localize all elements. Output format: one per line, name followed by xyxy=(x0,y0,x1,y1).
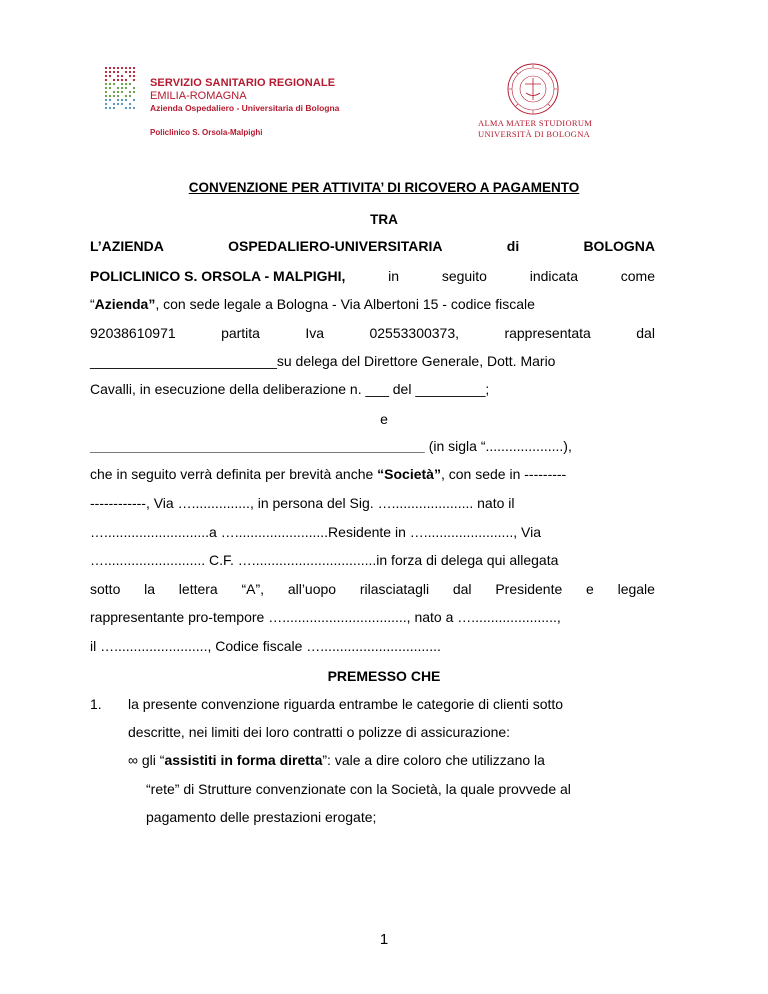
ssr-azienda: Azienda Ospedaliero - Universitaria di Bologna xyxy=(150,103,340,113)
text-line: “Azienda”, con sede legale a Bologna - Via Albertoni 15 - codice fiscale xyxy=(90,296,535,312)
bullet-icon: ∞ xyxy=(128,752,138,768)
ssr-logo xyxy=(104,66,364,146)
conjunction: e xyxy=(380,411,388,427)
text-line: descritte, nei limiti dei loro contratti o polizze di assicurazione: xyxy=(128,724,511,740)
text-line: rappresentante pro-tempore …................................, nato a …......................, xyxy=(90,609,561,625)
text-line: ….......................... C.F. …................................in forza di delega qui allegata xyxy=(90,552,559,568)
text-line: 92038610971 partita Iva 02553300373, rappresentata dal xyxy=(90,325,655,341)
page-number: 1 xyxy=(379,931,389,948)
text-line: Cavalli, in esecuzione della deliberazione n. ___ del _________; xyxy=(90,381,490,397)
text-line: …...........................a …........................Residente in …......................., Via xyxy=(90,524,541,540)
ssr-policlinico: Policlinico S. Orsola-Malpighi xyxy=(150,128,263,137)
university-logo xyxy=(478,58,593,148)
dot-grid-icon xyxy=(104,66,140,110)
text-line: ___________________________________________ (in sigla “....................), xyxy=(90,438,572,454)
ssr-region: EMILIA-ROMAGNA xyxy=(150,90,247,102)
text-line: sotto la lettera “A”, all’uopo rilasciatagli dal Presidente e legale xyxy=(90,581,655,597)
list-number: 1. xyxy=(90,696,102,712)
text-line: che in seguito verrà definita per brevità anche “Società”, con sede in --------- xyxy=(90,466,567,482)
list-item: ∞ gli “assistiti in forma diretta”: vale a dire coloro che utilizzano la xyxy=(128,752,545,768)
text-line: ------------, Via …..............., in persona del Sig. …..................... nato il xyxy=(90,495,515,511)
document-title: CONVENZIONE PER ATTIVITA’ DI RICOVERO A PAGAMENTO xyxy=(188,180,580,195)
text-line: pagamento delle prestazioni erogate; xyxy=(146,809,377,825)
university-name: UNIVERSITÀ DI BOLOGNA xyxy=(478,129,591,139)
text-line: “rete” di Strutture convenzionate con la Società, la quale provvede al xyxy=(146,781,571,797)
tra-heading: TRA xyxy=(370,212,398,227)
university-motto: ALMA MATER STUDIORUM xyxy=(478,118,593,128)
text-line: il …........................, Codice fiscale …............................... xyxy=(90,638,441,654)
ssr-title: SERVIZIO SANITARIO REGIONALE xyxy=(150,77,336,89)
university-seal-icon xyxy=(506,62,560,116)
text-line: L’AZIENDA OSPEDALIERO-UNIVERSITARIA di BOLOGNA xyxy=(90,238,655,254)
text-line: ________________________su delega del Direttore Generale, Dott. Mario xyxy=(90,353,556,369)
premesso-heading: PREMESSO CHE xyxy=(327,668,441,684)
text-line: POLICLINICO S. ORSOLA - MALPIGHI, in seguito indicata come xyxy=(90,268,655,284)
text-line: la presente convenzione riguarda entrambe le categorie di clienti sotto xyxy=(128,696,564,712)
